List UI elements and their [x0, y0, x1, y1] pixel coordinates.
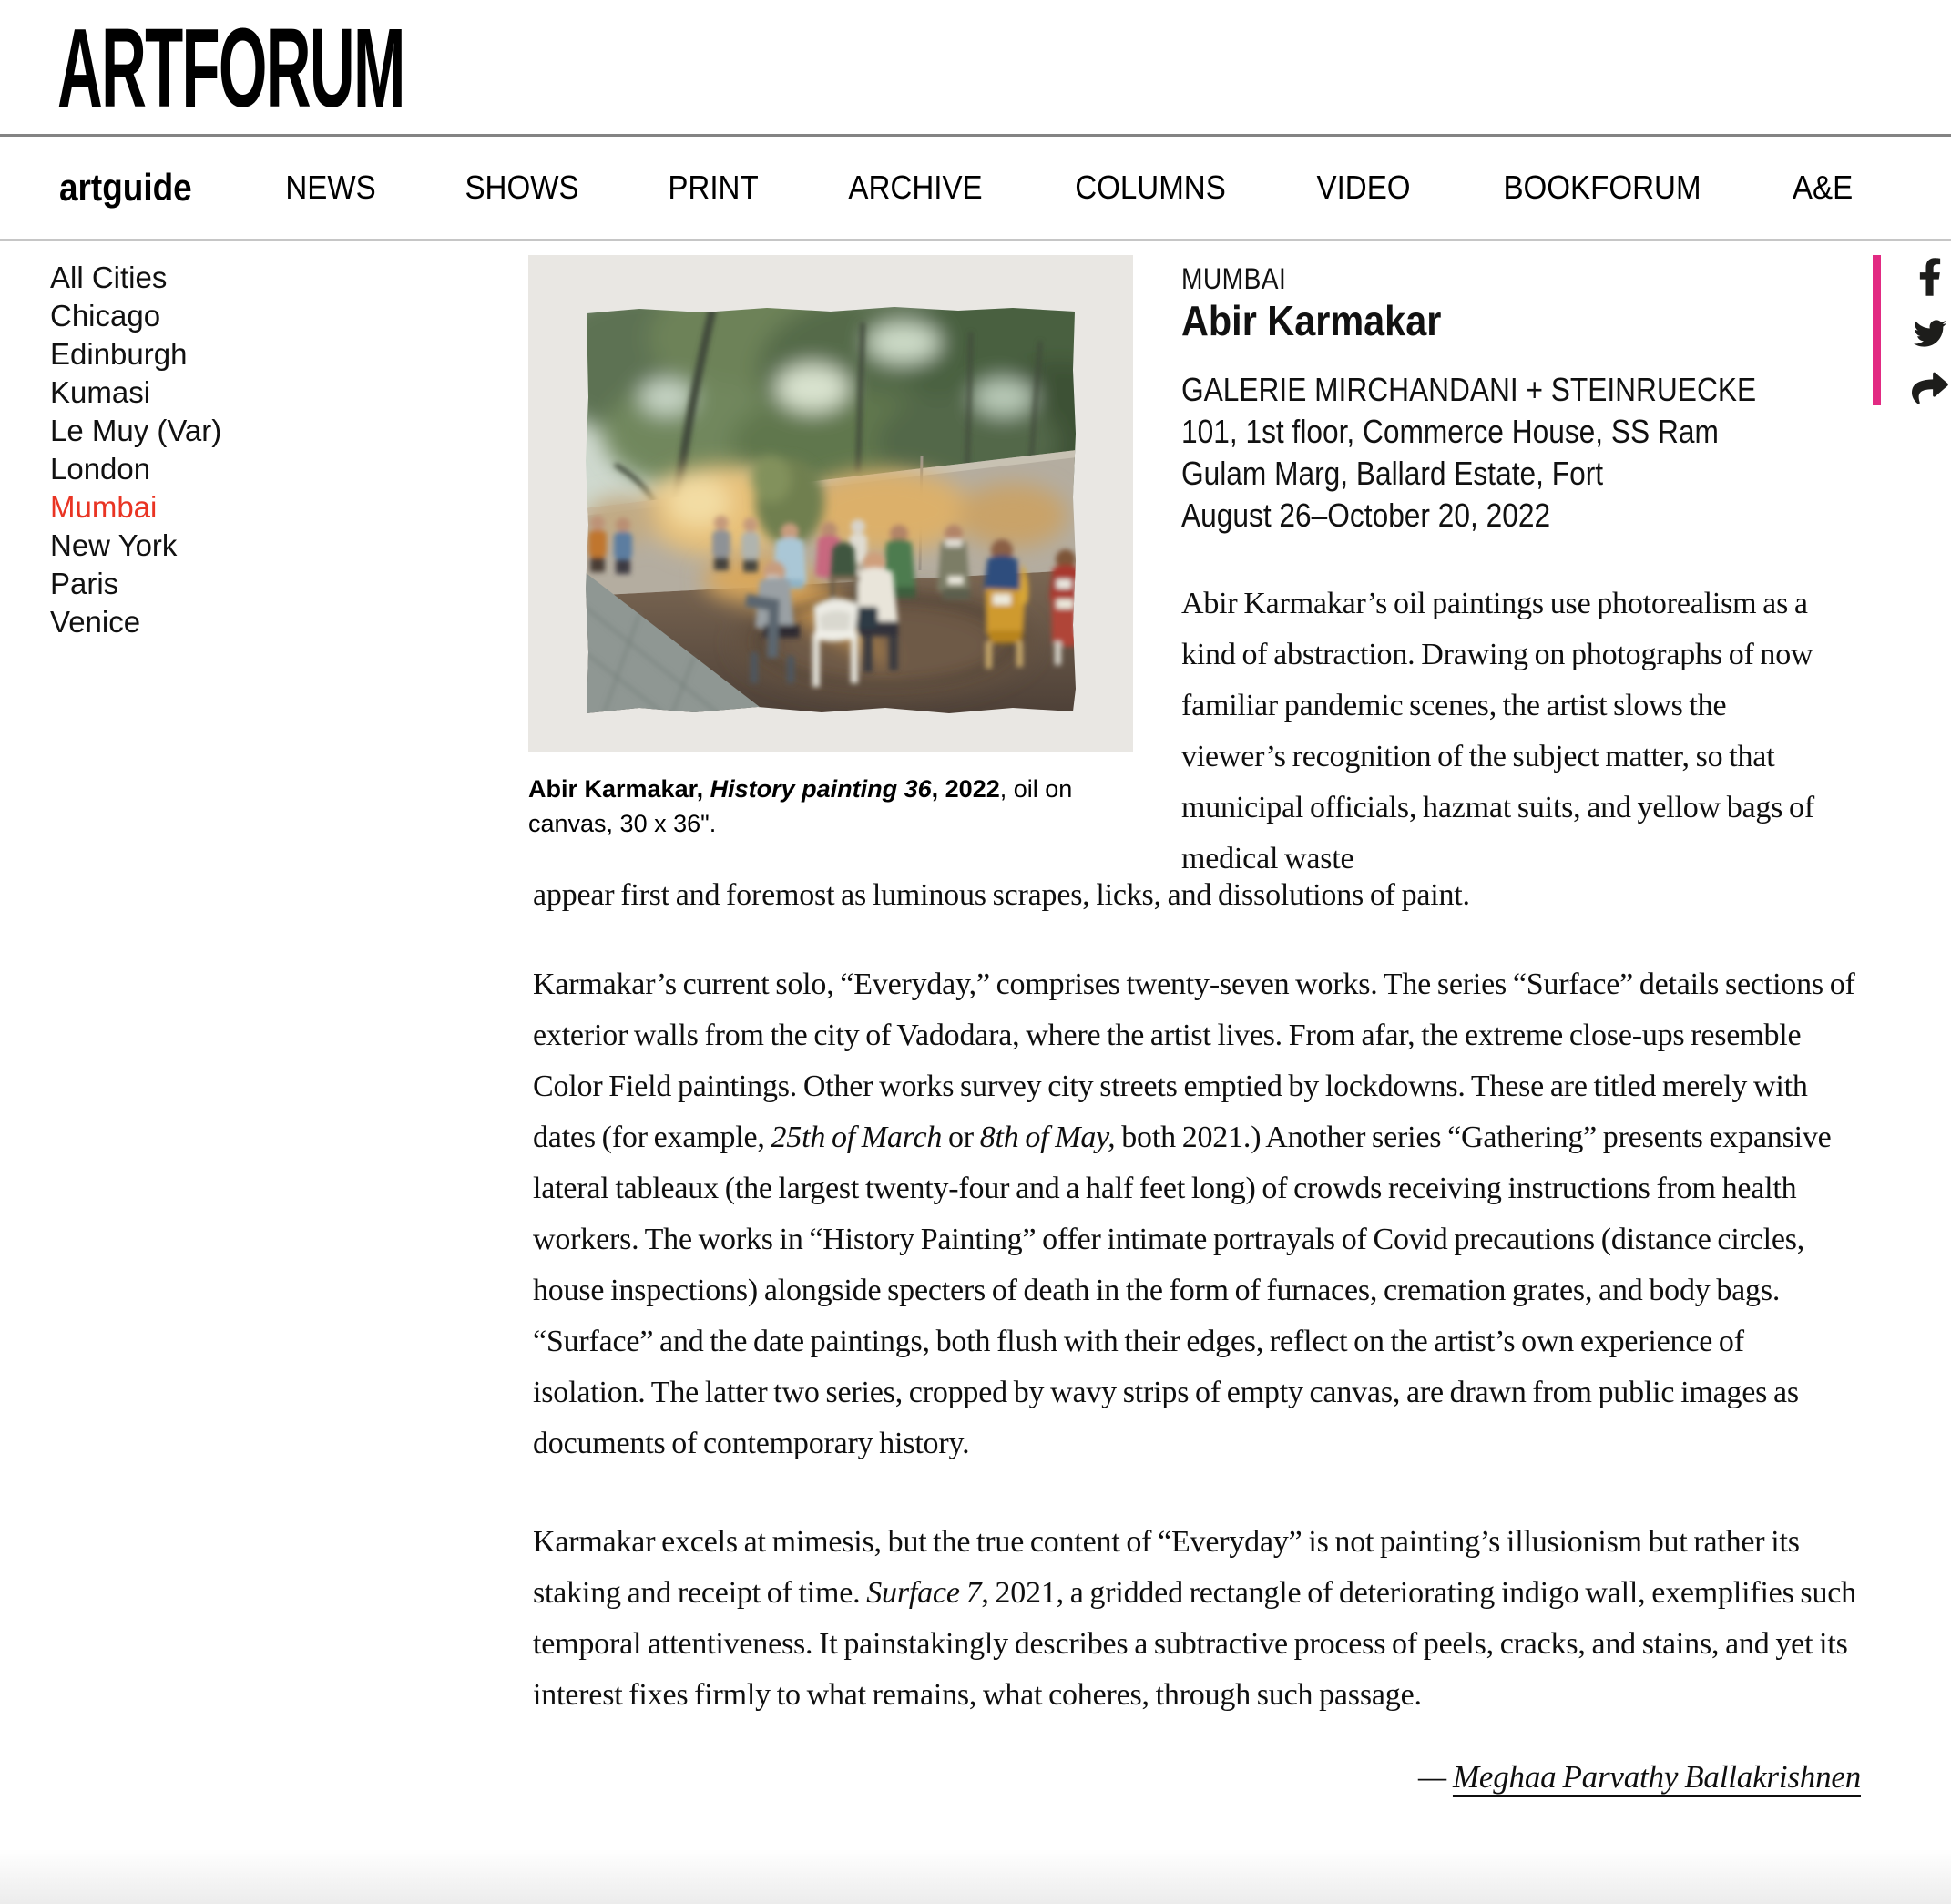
social-accent-bar — [1873, 255, 1881, 405]
main-nav — [0, 137, 1951, 241]
city-venice[interactable]: Venice — [50, 605, 141, 639]
city-new-york[interactable]: New York — [50, 528, 178, 562]
exhibition-dates: August 26–October 20, 2022 — [1181, 496, 1551, 534]
review-city-label: MUMBAI — [1181, 262, 1287, 295]
nav-item-columns[interactable]: COLUMNS — [1075, 169, 1226, 206]
city-kumasi[interactable]: Kumasi — [50, 375, 151, 409]
twitter-icon[interactable] — [1911, 317, 1949, 350]
review-body — [533, 870, 1861, 1803]
city-edinburgh[interactable]: Edinburgh — [50, 337, 188, 371]
city-chicago[interactable]: Chicago — [50, 299, 161, 333]
city-list — [50, 259, 442, 641]
painting-history-painting-36 — [528, 255, 1133, 752]
nav-item-ae[interactable]: A&E — [1792, 169, 1854, 206]
city-all-cities[interactable]: All Cities — [50, 261, 168, 294]
review-paragraph-3: Karmakar excels at mimesis, but the true content of “Everyday” is not painting’s illusionism but rather its staking and receipt of time. Surface 7, 2021, a gridded rectangle of deteriorating indigo wall, exemplifies such temporal attentiveness. It painstakingly describes a subtractive process of peels, cracks, and stains, and yet its interest fixes firmly to what remains, what coheres, through such passage. — [533, 1525, 1856, 1712]
artist-title[interactable]: Abir Karmakar — [1181, 297, 1442, 344]
artforum-logo[interactable]: ARTFORUM — [57, 6, 404, 131]
city-paris[interactable]: Paris — [50, 567, 119, 600]
nav-item-artguide[interactable]: artguide — [58, 166, 192, 209]
nav-item-shows[interactable]: SHOWS — [465, 169, 579, 206]
review-paragraph-1-continued: appear first and foremost as luminous scrapes, licks, and dissolutions of paint. — [533, 878, 1470, 912]
nav-item-video[interactable]: VIDEO — [1316, 169, 1411, 206]
nav-item-news[interactable]: NEWS — [285, 169, 376, 206]
city-le-muy[interactable]: Le Muy (Var) — [50, 414, 222, 447]
masthead — [57, 6, 677, 131]
venue-address-line2: Gulam Marg, Ballard Estate, Fort — [1181, 455, 1604, 492]
artwork-figure — [528, 255, 1133, 841]
author-byline[interactable]: — Meghaa Parvathy Ballakrishnen — [1417, 1759, 1861, 1795]
page-bottom-fade — [0, 1849, 1951, 1904]
share-arrow-icon[interactable] — [1912, 370, 1948, 406]
venue-address-line1: 101, 1st floor, Commerce House, SS Ram — [1181, 413, 1719, 450]
nav-item-print[interactable]: PRINT — [668, 169, 759, 206]
artwork-image[interactable] — [528, 255, 1133, 752]
review-paragraph-1: Abir Karmakar’s oil paintings use photorealism as a kind of abstraction. Drawing on photographs of now familiar pandemic scenes, the artist slows the viewer’s recognition of the subject matter, so that municipal officials, hazmat suits, and yellow bags of medical waste — [1181, 587, 1814, 875]
city-mumbai-active[interactable]: Mumbai — [50, 490, 158, 524]
facebook-icon[interactable] — [1918, 257, 1942, 297]
city-london[interactable]: London — [50, 452, 151, 486]
nav-item-bookforum[interactable]: BOOKFORUM — [1503, 169, 1701, 206]
artwork-caption: Abir Karmakar, History painting 36, 2022, oil on canvas, 30 x 36". — [528, 775, 1073, 837]
review-header — [1181, 262, 1840, 885]
review-paragraph-2: Karmakar’s current solo, “Everyday,” comprises twenty-seven works. The series “Surface” details sections of exterior walls from the city of Vadodara, where the artist lives. From afar, the extreme close-ups resemble Color Field paintings. Other works survey city streets emptied by lockdowns. These are titled merely with dates (for example, 25th of March or 8th of May, both 2021.) Another series “Gathering” presents expansive lateral tableaux (the largest twenty-four and a half feet long) of crowds receiving instructions from health workers. The works in “History Painting” offer intimate portrayals of Covid precautions (distance circles, house inspections) alongside specters of death in the form of furnaces, cremation grates, and body bags. “Surface” and the date paintings, both flush with their edges, reflect on the artist’s own experience of isolation. The latter two series, cropped by wavy strips of empty canvas, are drawn from public images as documents of contemporary history. — [533, 967, 1855, 1460]
social-share-rail — [1909, 257, 1951, 406]
venue-name[interactable]: GALERIE MIRCHANDANI + STEINRUECKE — [1181, 371, 1757, 408]
nav-item-archive[interactable]: ARCHIVE — [848, 169, 983, 206]
